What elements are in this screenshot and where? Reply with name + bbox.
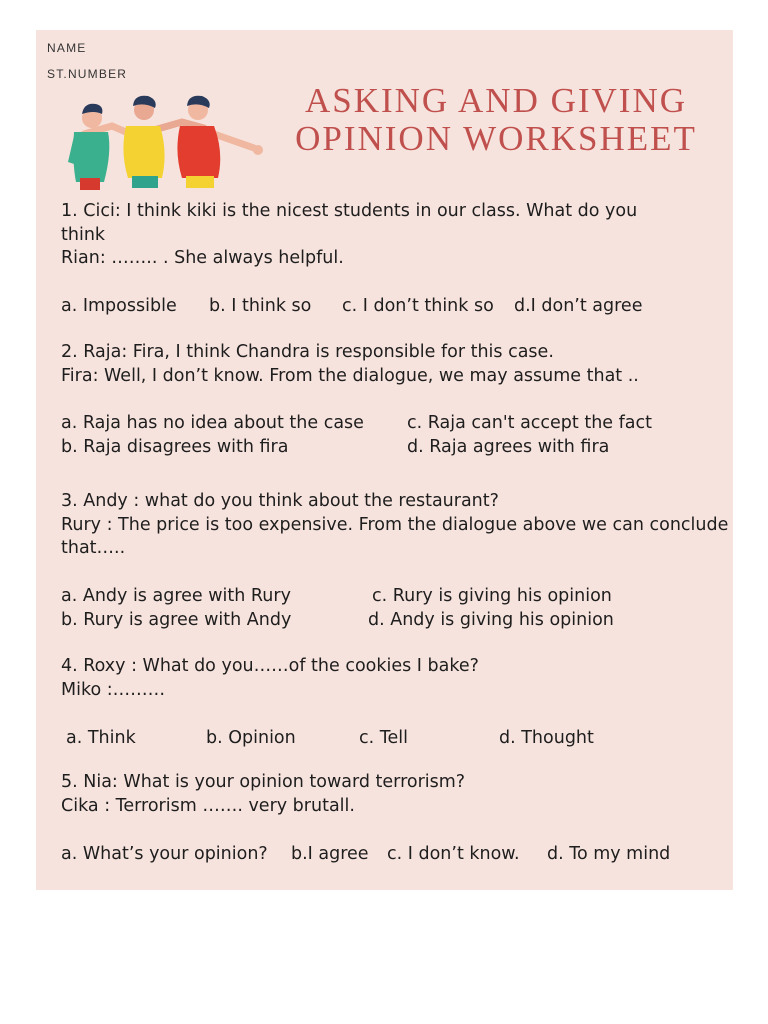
question-5 (61, 771, 733, 818)
question-1 (61, 200, 733, 271)
worksheet-page (36, 30, 733, 890)
question-text: Rian: …….. . She always helpful. (61, 248, 344, 268)
title-line-1: ASKING AND GIVING (304, 81, 688, 120)
question-text: 2. Raja: Fira, I think Chandra is responsible for this case. (61, 342, 554, 362)
question-text: Miko :……… (61, 679, 166, 700)
question-text: 1. Cici: I think kiki is the nicest students in our class. What do you (61, 201, 638, 221)
q4-option-c[interactable]: c. Tell (359, 728, 408, 748)
question-text: 3. Andy : what do you think about the restaurant? (61, 491, 499, 511)
question-text: think (61, 224, 106, 245)
q1-option-c[interactable]: c. I don’t think so (342, 296, 494, 316)
question-3 (61, 490, 733, 561)
q1-option-a[interactable]: a. Impossible (61, 296, 177, 316)
q4-option-b[interactable]: b. Opinion (206, 728, 296, 748)
worksheet-title (261, 82, 731, 158)
question-2 (61, 341, 733, 388)
title-line-2: OPINION WORKSHEET (295, 119, 697, 158)
q2-option-d[interactable]: d. Raja agrees with fira (407, 437, 610, 457)
q1-option-b[interactable]: b. I think so (209, 296, 312, 316)
question-text: Cika : Terrorism ……. very brutall. (61, 795, 355, 816)
question-text: that….. (61, 538, 126, 558)
student-number-label: ST.NUMBER (47, 67, 128, 81)
q3-option-a[interactable]: a. Andy is agree with Rury (61, 586, 291, 606)
q5-option-a[interactable]: a. What’s your opinion? (61, 844, 268, 864)
q4-option-d[interactable]: d. Thought (499, 728, 594, 748)
q5-option-c[interactable]: c. I don’t know. (387, 844, 520, 864)
q5-option-d[interactable]: d. To my mind (547, 844, 671, 864)
q1-option-d[interactable]: d.I don’t agree (514, 296, 643, 316)
q3-option-d[interactable]: d. Andy is giving his opinion (368, 610, 614, 630)
q3-option-c[interactable]: c. Rury is giving his opinion (372, 586, 612, 606)
q3-option-b[interactable]: b. Rury is agree with Andy (61, 610, 292, 630)
question-text: Rury : The price is too expensive. From the dialogue above we can conclude (61, 514, 729, 535)
three-friends-illustration (64, 92, 270, 192)
q2-option-b[interactable]: b. Raja disagrees with fira (61, 437, 289, 457)
q5-option-b[interactable]: b.I agree (291, 844, 369, 864)
q4-option-a[interactable]: a. Think (66, 728, 136, 748)
question-4 (61, 655, 733, 702)
question-text: 4. Roxy : What do you……of the cookies I bake? (61, 656, 479, 676)
q2-option-c[interactable]: c. Raja can't accept the fact (407, 413, 652, 433)
question-text: Fira: Well, I don’t know. From the dialogue, we may assume that .. (61, 365, 639, 386)
q2-option-a[interactable]: a. Raja has no idea about the case (61, 413, 364, 433)
question-text: 5. Nia: What is your opinion toward terrorism? (61, 772, 466, 792)
name-label: NAME (47, 41, 87, 55)
